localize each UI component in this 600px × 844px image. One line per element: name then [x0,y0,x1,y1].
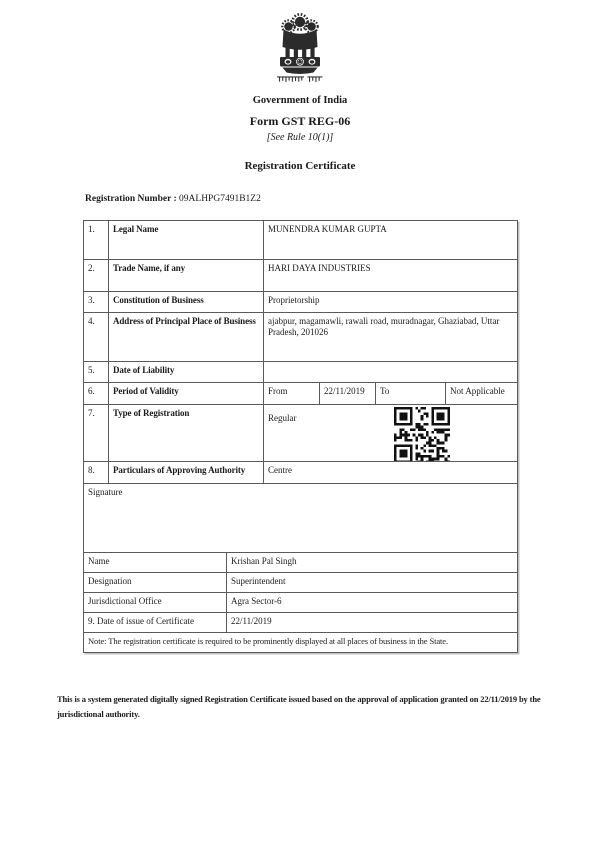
officer-designation-label: Designation [84,573,227,593]
officer-designation-value: Superintendent [227,573,518,593]
validity-number: 6. [84,383,109,405]
form-title: Form GST REG-06 [249,114,351,128]
trade-name-value: HARI DAYA INDUSTRIES [264,260,518,292]
signature-row [84,484,518,553]
officer-name-label: Name [84,553,227,573]
note-text: Note: The registration certificate is required to be prominently displayed at all places of business in the State. [84,633,518,653]
legal-name-number: 1. [84,221,109,260]
registration-type-label: Type of Registration [109,405,264,462]
table-row [84,383,518,405]
rule-reference: [See Rule 10(1)] [266,132,334,143]
validity-from-value: 22/11/2019 [320,383,376,405]
registration-type-number: 7. [84,405,109,462]
emblem-of-india-icon [270,12,330,74]
approving-authority-label: Particulars of Approving Authority [109,462,264,484]
legal-name-label: Legal Name [109,221,264,260]
table-row [84,292,518,313]
address-value: ajabpur, magamawli, rawali road, muradnagar, Ghaziabad, Uttar Pradesh, 201026 [264,313,518,362]
address-number: 4. [84,313,109,362]
emblem-block [0,12,600,83]
registration-type-cell [264,405,518,462]
qr-code-icon [394,407,450,462]
emblem-motto [277,76,323,83]
jurisdictional-office-label: Jurisdictional Office [84,593,227,613]
legal-name-value: MUNENDRA KUMAR GUPTA [264,221,518,260]
table-row [84,462,518,484]
constitution-number: 3. [84,292,109,313]
certificate-title: Registration Certificate [244,160,356,172]
note-row [84,633,518,653]
registration-number-label: Registration Number : [85,194,177,204]
approving-authority-value: Centre [264,462,518,484]
trade-name-label: Trade Name, if any [109,260,264,292]
table-row [84,405,518,462]
constitution-label: Constitution of Business [109,292,264,313]
validity-label: Period of Validity [109,383,264,405]
table-row [84,313,518,362]
address-label: Address of Principal Place of Business [109,313,264,362]
table-row [84,613,518,633]
government-title: Government of India [252,95,348,106]
registration-number-line [85,194,261,204]
date-of-issue-label: 9. Date of issue of Certificate [84,613,227,633]
liability-label: Date of Liability [109,362,264,383]
registration-type-value: Regular [268,413,297,423]
liability-number: 5. [84,362,109,383]
constitution-value: Proprietorship [264,292,518,313]
liability-value [264,362,518,383]
certificate-table [83,220,518,653]
signature-cell: Signature [84,484,518,553]
table-row [84,362,518,383]
date-of-issue-value: 22/11/2019 [227,613,518,633]
table-row [84,553,518,573]
table-row [84,593,518,613]
validity-from-label: From [264,383,320,405]
approving-authority-number: 8. [84,462,109,484]
footer-note: This is a system generated digitally signed Registration Certificate issued based on the approval of application granted on 22/11/2019 by the jurisdictional authority. [57,694,541,719]
trade-name-number: 2. [84,260,109,292]
table-row [84,221,518,260]
table-row [84,573,518,593]
officer-name-value: Krishan Pal Singh [227,553,518,573]
jurisdictional-office-value: Agra Sector-6 [227,593,518,613]
table-row [84,260,518,292]
validity-to-label: To [376,383,446,405]
validity-to-value: Not Applicable [446,383,518,405]
registration-number-value: 09ALHPG7491B1Z2 [179,194,261,204]
